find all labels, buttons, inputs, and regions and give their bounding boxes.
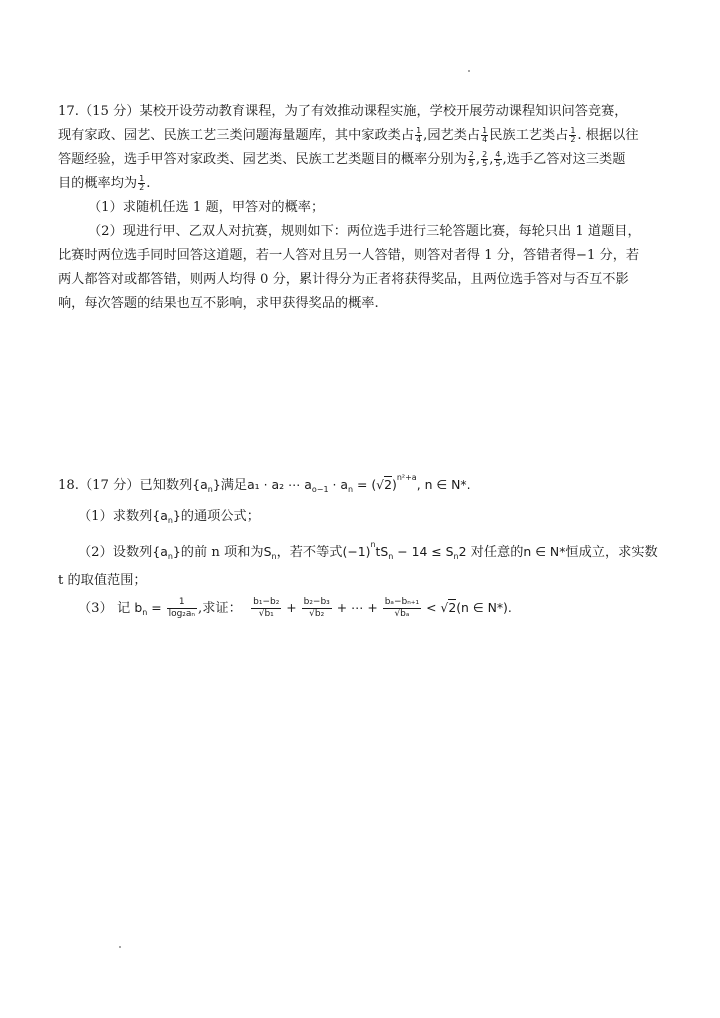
- scan-dot: [119, 946, 121, 948]
- fraction-one-quarter: $\frac{1}{4}$: [482, 126, 488, 144]
- fraction-bn: $\frac{1}{\text{log₂aₙ}}$: [168, 597, 195, 619]
- q18-part-3: （3） 记 $b_n$ = $\frac{1}{\text{log₂aₙ}}$ ,求证： $\frac{\text{b₁−b₂}}{\text{√b₁}}$ + $\frac{\text{b₂−b₃}}{\text{√b₂}}$ + ⋯ + $\frac{\text{bₐ−bₙ₊₁}}{\text{√bₐ}}$ < √2(n ∈ N*).: [78, 597, 512, 619]
- fraction-one-quarter: $\frac{1}{4}$: [416, 126, 422, 144]
- q18-number: 18.（17 分）: [58, 478, 140, 493]
- fraction-one-half: $\frac{1}{2}$: [139, 174, 145, 192]
- q17-part-2-line-2: 比赛时两位选手同时回答这道题，若一人答对且另一人答错，则答对者得 1 分，答错者得−1 分，若: [58, 248, 640, 263]
- fraction-term-1: $\frac{\text{b₁−b₂}}{\text{√b₁}}$: [253, 597, 280, 619]
- sequence-an: $\{a_n\}$: [192, 477, 221, 494]
- fraction-term-2: $\frac{\text{b₂−b₃}}{\text{√b₂}}$: [303, 597, 330, 619]
- q17-part-2: （2）现进行甲、乙双人对抗赛，规则如下：两位选手进行三轮答题比赛，每轮只出 1 道题目，: [88, 224, 641, 239]
- question-17: [58, 100, 680, 316]
- fraction-term-n: $\frac{\text{bₐ−bₙ₊₁}}{\text{√bₐ}}$: [384, 597, 420, 619]
- q17-line-3: 答题经验，选手甲答对家政类、园艺类、民族工艺类题目的概率分别为 $\frac{2}{5}$ , $\frac{2}{5}$ , $\frac{4}{5}$ ,选手乙答对这三类题: [58, 150, 626, 168]
- q17-line-2: 现有家政、园艺、民族工艺三类问题海量题库，其中家政类占 $\frac{1}{4}$ ,园艺类占 $\frac{1}{4}$ 民族工艺类占 $\frac{1}{2}$ . 根据以往: [58, 126, 639, 144]
- q17-part-2-line-4: 响，每次答题的结果也互不影响，求甲获得奖品的概率.: [58, 296, 379, 311]
- fraction-one-half: $\frac{1}{2}$: [570, 126, 576, 144]
- fraction-two-fifths: $\frac{2}{5}$: [468, 150, 474, 168]
- q18-part-2-line-2: t 的取值范围；: [58, 573, 147, 588]
- fraction-two-fifths: $\frac{2}{5}$: [482, 150, 488, 168]
- product-formula: a₁ · a₂ ⋯ $a_{o-1} \cdot a_n = (√2)^{n^2+a}$, n ∈ N*.: [247, 473, 471, 494]
- q18-part-1: （1）求数列$\{a_n\}$的通项公式；: [78, 508, 260, 525]
- q17-number: 17.（15 分）: [58, 104, 140, 119]
- q17-part-2-line-3: 两人都答对或都答错，则两人均得 0 分，累计得分为正者将获得奖品，且两位选手答对与否互不影: [58, 272, 629, 287]
- q18-part-2: （2）设数列$\{a_n\}$的前 n 项和为$S_n$，若不等式$(-1)^ntS_n - 14 \le S_n2$ 对任意的n ∈ N*恒成立，求实数: [78, 540, 658, 561]
- q17-line-1: 17.（15 分）某校开设劳动教育课程，为了有效推动课程实施，学校开展劳动课程知识问答竞赛，: [58, 104, 628, 119]
- q18-line-1: 18.（17 分）已知数列$\{a_n\}$满足a₁ · a₂ ⋯ $a_{o-1} \cdot a_n = (√2)^{n^2+a}$, n ∈ N*.: [58, 473, 471, 494]
- inequality: $(-1)^ntS_n - 14 \le S_n2$: [342, 540, 467, 561]
- question-18: [58, 464, 680, 628]
- q17-line-4: 目的概率均为 $\frac{1}{2}$ .: [58, 174, 151, 192]
- scan-dot: [468, 70, 470, 72]
- q17-part-1: （1）求随机任选 1 题，甲答对的概率；: [88, 200, 325, 215]
- fraction-four-fifths: $\frac{4}{5}$: [495, 150, 501, 168]
